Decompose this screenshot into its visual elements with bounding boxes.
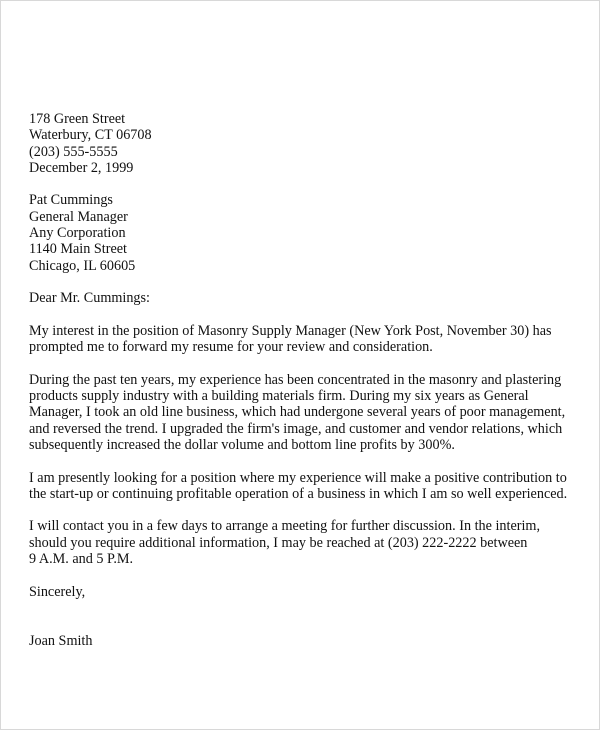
paragraph-line: should you require additional information, I may be reached at (203) 222-2222 between xyxy=(29,534,528,551)
recipient-title: General Manager xyxy=(29,208,128,225)
paragraph-line: 9 A.M. and 5 P.M. xyxy=(29,551,134,568)
cover-letter xyxy=(29,111,589,649)
paragraph-3 xyxy=(29,470,589,503)
paragraph-line: I am presently looking for a position where my experience will make a positive contribution to xyxy=(29,469,567,486)
sender-address xyxy=(29,111,589,176)
signature-name: Joan Smith xyxy=(29,632,93,649)
paragraph-1 xyxy=(29,323,589,356)
paragraph-4 xyxy=(29,518,589,567)
paragraph-line: the start-up or continuing profitable operation of a business in which I am so well experienced. xyxy=(29,485,568,502)
recipient-name: Pat Cummings xyxy=(29,192,113,209)
paragraph-line: products supply industry with a building materials firm. During my six years as General xyxy=(29,388,529,405)
recipient-city-state-zip: Chicago, IL 60605 xyxy=(29,257,136,274)
recipient-company: Any Corporation xyxy=(29,225,126,242)
salutation: Dear Mr. Cummings: xyxy=(29,290,150,307)
recipient-address xyxy=(29,192,589,273)
paragraph-line: My interest in the position of Masonry Supply Manager (New York Post, November 30) has xyxy=(29,322,552,339)
paragraph-line: Manager, I took an old line business, which had undergone several years of poor management, xyxy=(29,404,566,421)
paragraph-line: and reversed the trend. I upgraded the firm's image, and customer and vendor relations, which xyxy=(29,420,563,437)
sender-street: 178 Green Street xyxy=(29,111,126,127)
recipient-street: 1140 Main Street xyxy=(29,241,127,258)
paragraph-2 xyxy=(29,372,589,453)
sender-city-state-zip: Waterbury, CT 06708 xyxy=(29,127,152,144)
paragraph-line: prompted me to forward my resume for your review and consideration. xyxy=(29,339,433,356)
sender-phone: (203) 555-5555 xyxy=(29,143,118,160)
closing: Sincerely, xyxy=(29,583,86,600)
paragraph-line: During the past ten years, my experience has been concentrated in the masonry and plastering xyxy=(29,371,562,388)
letter-date: December 2, 1999 xyxy=(29,159,134,176)
paragraph-line: I will contact you in a few days to arrange a meeting for further discussion. In the interim, xyxy=(29,518,540,535)
paragraph-line: subsequently increased the dollar volume and bottom line profits by 300%. xyxy=(29,436,455,453)
